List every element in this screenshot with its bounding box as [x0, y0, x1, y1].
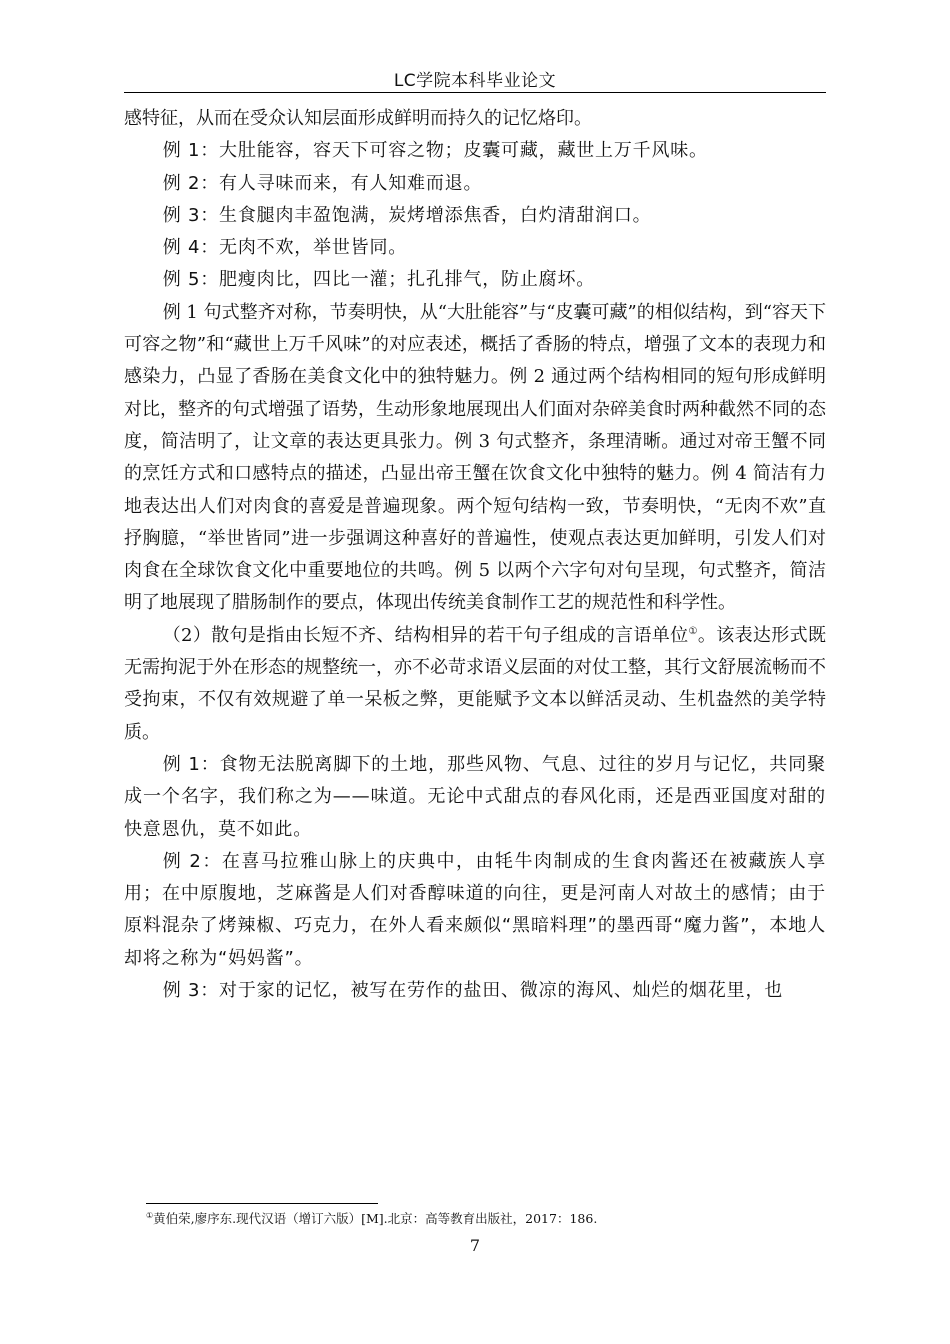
body-text: [124, 103, 826, 1007]
sanju-definition-paragraph: [124, 620, 826, 749]
example-item: 例 3：对于家的记忆，被写在劳作的盐田、微凉的海风、灿烂的烟花里，也: [162, 980, 784, 1002]
example-item: 例 5：肥瘦肉比，四比一灌；扎孔排气，防止腐坏。: [162, 269, 596, 291]
example-item: 例 2：在喜马拉雅山脉上的庆典中，由牦牛肉制成的生食肉酱还在被藏族人享用；在中原腹地，芝麻酱是人们对香醇味道的向往，更是河南人对故土的感情；由于原料混杂了烤辣椒、巧克力，在外人看来颇似“黑暗料理”的墨西哥“魔力酱”，本地人却将之称为“妈妈酱”。: [124, 850, 826, 969]
example-item: 例 4：无肉不欢，举世皆同。: [162, 237, 408, 259]
sanju-definition-rest: 。该表达形式既无需拘泥于外在形态的规整统一，亦不必苛求语义层面的对仗工整，其行文舒展流畅而不受拘束，不仅有效规避了单一呆板之弊，更能赋予文本以鲜活灵动、生机盎然的美学特质。: [124, 624, 827, 743]
example-item: 例 1：食物无法脱离脚下的土地，那些风物、气息、过往的岁月与记忆，共同聚成一个名字，我们称之为——味道。无论中式甜点的春风化雨，还是西亚国度对甜的快意恩仇，莫不如此。: [124, 753, 826, 840]
analysis-paragraph: 例 1 句式整齐对称，节奏明快，从“大肚能容”与“皮囊可藏”的相似结构，到“容天下可容之物”和“藏世上万千风味”的对应表述，概括了香肠的特点，增强了文本的表现力和感染力，凸显了香肠在美食文化中的独特魅力。例 2 通过两个结构相同的短句形成鲜明对比，整齐的句式增强了语势，生动形象地展现出人们面对杂碎美食时两种截然不同的态度，简洁明了，让文章的表达更具张力。例 3 句式整齐，条理清晰。通过对帝王蟹不同的烹饪方式和口感特点的描述，凸显出帝王蟹在饮食文化中独特的魅力。例 4 简洁有力地表达出人们对肉食的喜爱是普遍现象。两个短句结构一致，节奏明快，“无肉不欢”直抒胸臆，“举世皆同”进一步强调这种喜好的普遍性，使观点表达更加鲜明，引发人们对肉食在全球饮食文化中重要地位的共鸣。例 5 以两个六字句对句呈现，句式整齐，简洁明了地展现了腊肠制作的要点，体现出传统美食制作工艺的规范性和科学性。: [124, 301, 826, 614]
sanju-definition-text: （2）散句是指由长短不齐、结构相异的若干句子组成的言语单位: [162, 624, 689, 646]
example-item: 例 3：生食腿肉丰盈饱满，炭烤增添焦香，白灼清甜润口。: [162, 204, 652, 226]
footnote-rule: [146, 1203, 378, 1204]
footnote-text: 黄伯荣,廖序东.现代汉语（增订六版）[M].北京：高等教育出版社，2017：186.: [153, 1211, 598, 1226]
page-number: 7: [469, 1236, 481, 1255]
running-header: LC学院本科毕业论文: [393, 71, 557, 91]
example-item: 例 1：大肚能容，容天下可容之物；皮囊可藏，藏世上万千风味。: [162, 140, 708, 162]
example-item: 例 2：有人寻味而来，有人知难而退。: [162, 172, 483, 194]
footnote-reference: ①: [688, 625, 698, 637]
paragraph-continued: 感特征，从而在受众认知层面形成鲜明而持久的记忆烙印。: [124, 108, 592, 129]
footnote-mark: ①: [146, 1210, 154, 1220]
footnote: [146, 1210, 826, 1228]
header-rule: [124, 92, 826, 93]
